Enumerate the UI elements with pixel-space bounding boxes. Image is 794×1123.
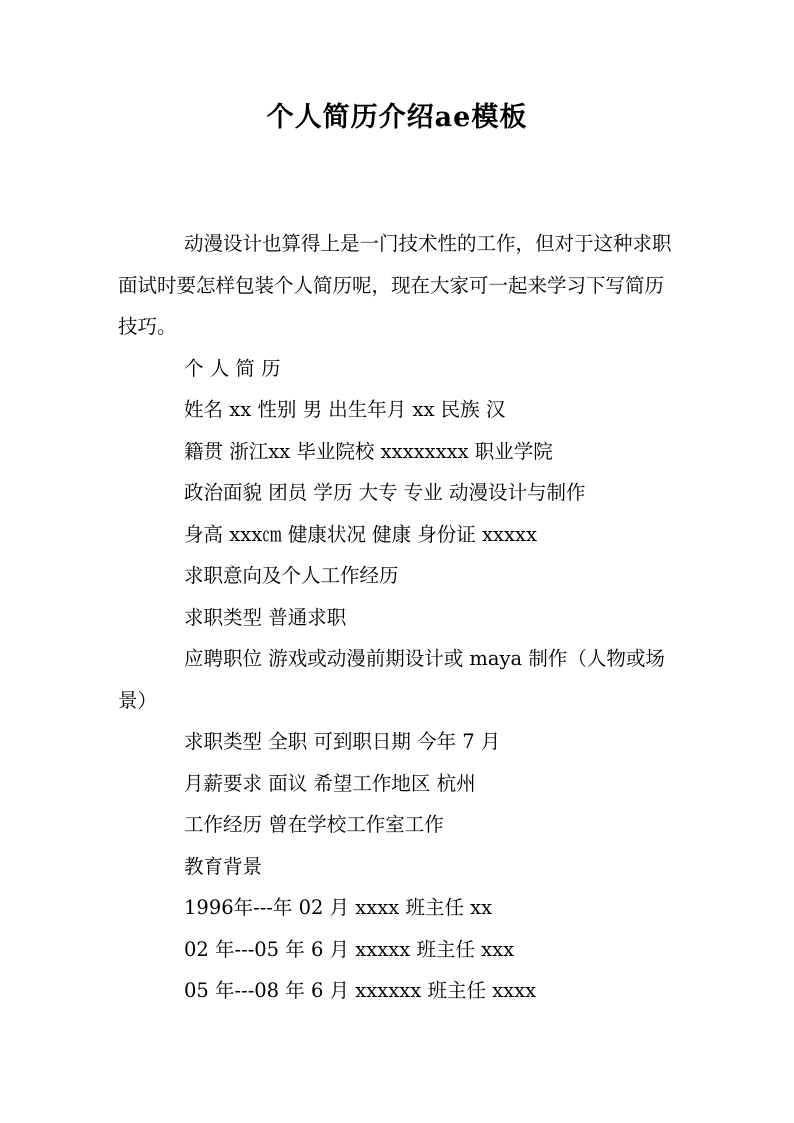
intro-paragraph: 动漫设计也算得上是一门技术性的工作，但对于这种求职面试时要怎样包装个人简历呢，现在大家可一起来学习下写简历技巧。 (118, 232, 672, 338)
document-title: 个人简历介绍ae模板 (266, 102, 528, 133)
resume-line-experience: 工作经历 曾在学校工作室工作 (184, 813, 444, 836)
resume-line-name: 姓名 xx 性别 男 出生年月 xx 民族 汉 (184, 398, 506, 421)
resume-heading: 个 人 简 历 (184, 356, 281, 380)
resume-line-job-type: 求职类型 普通求职 (184, 605, 347, 629)
education-row: 02 年---05 年 6 月 xxxxx 班主任 xxx (184, 937, 515, 961)
resume-line-political: 政治面貌 团员 学历 大专 专业 动漫设计与制作 (184, 481, 586, 504)
education-row: 1996年---年 02 月 xxxx 班主任 xx (184, 896, 493, 919)
resume-line-height: 身高 xxx㎝ 健康状况 健康 身份证 xxxxx (184, 522, 537, 546)
resume-section-intent: 求职意向及个人工作经历 (184, 564, 399, 587)
resume-line-salary: 月薪要求 面议 希望工作地区 杭州 (184, 771, 476, 795)
resume-line-origin: 籍贯 浙江xx 毕业院校 xxxxxxxx 职业学院 (184, 439, 553, 463)
resume-line-position: 应聘职位 游戏或动漫前期设计或 maya 制作（人物或场景） (118, 647, 665, 712)
resume-line-fulltime: 求职类型 全职 可到职日期 今年 7 月 (184, 730, 501, 753)
resume-section-education: 教育背景 (184, 854, 263, 878)
document-body (118, 223, 680, 1012)
education-row: 05 年---08 年 6 月 xxxxxx 班主任 xxxx (184, 979, 537, 1002)
